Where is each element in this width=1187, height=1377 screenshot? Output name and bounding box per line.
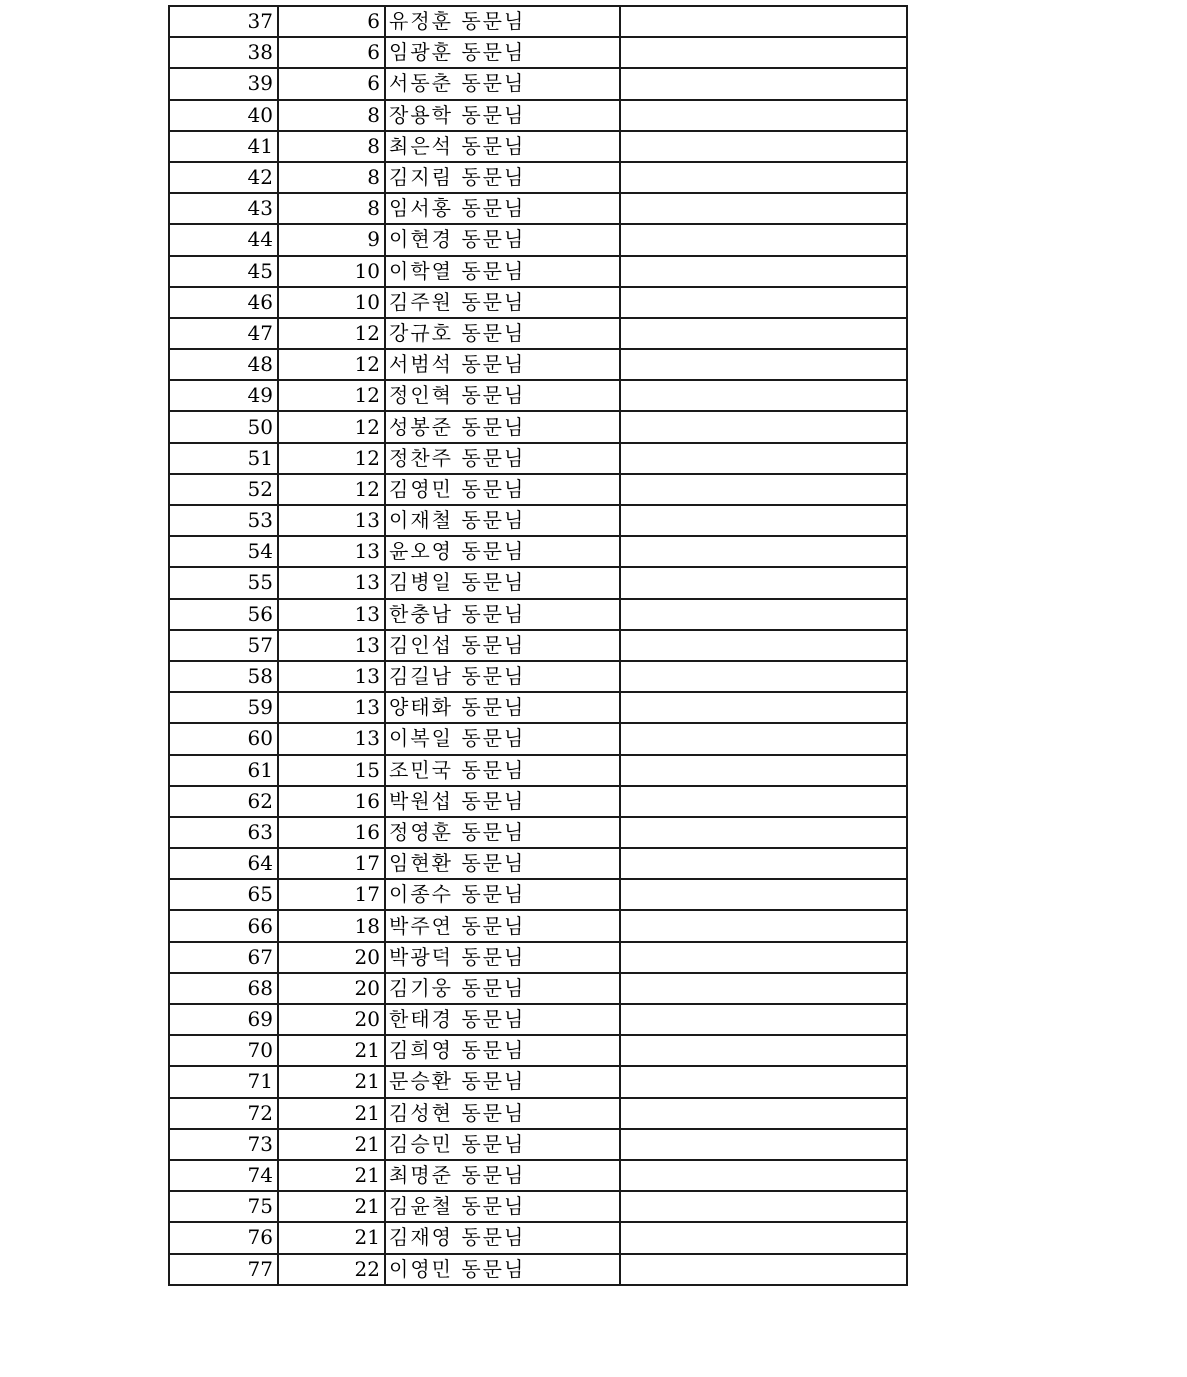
table-row xyxy=(169,287,907,318)
memo-cell[interactable] xyxy=(620,536,907,567)
row-number-cell[interactable]: 50 xyxy=(169,411,278,442)
name-cell[interactable]: 김인섭 동문님 xyxy=(385,630,620,661)
class-number-cell[interactable]: 20 xyxy=(278,942,385,973)
memo-cell[interactable] xyxy=(620,1004,907,1035)
class-number-cell[interactable]: 13 xyxy=(278,723,385,754)
table-row xyxy=(169,786,907,817)
row-number-cell[interactable]: 52 xyxy=(169,474,278,505)
table-row xyxy=(169,599,907,630)
name-cell[interactable]: 윤오영 동문님 xyxy=(385,536,620,567)
class-number-cell[interactable]: 13 xyxy=(278,661,385,692)
name-cell[interactable]: 양태화 동문님 xyxy=(385,692,620,723)
class-number-cell[interactable]: 13 xyxy=(278,692,385,723)
name-cell[interactable]: 이복일 동문님 xyxy=(385,723,620,754)
memo-cell[interactable] xyxy=(620,349,907,380)
memo-cell[interactable] xyxy=(620,6,907,37)
row-number-cell[interactable]: 49 xyxy=(169,380,278,411)
name-cell[interactable]: 김재영 동문님 xyxy=(385,1222,620,1253)
table-row xyxy=(169,224,907,255)
class-number-cell[interactable]: 8 xyxy=(278,162,385,193)
row-number-cell[interactable]: 42 xyxy=(169,162,278,193)
class-number-cell[interactable]: 16 xyxy=(278,817,385,848)
table-body xyxy=(169,6,907,1285)
memo-cell[interactable] xyxy=(620,910,907,941)
table-row xyxy=(169,100,907,131)
row-number-cell[interactable]: 46 xyxy=(169,287,278,318)
row-number-cell[interactable]: 44 xyxy=(169,224,278,255)
class-number-cell[interactable]: 20 xyxy=(278,973,385,1004)
class-number-cell[interactable]: 21 xyxy=(278,1191,385,1222)
table-row xyxy=(169,1191,907,1222)
class-number-cell[interactable]: 13 xyxy=(278,536,385,567)
table-row xyxy=(169,692,907,723)
memo-cell[interactable] xyxy=(620,474,907,505)
row-number-cell[interactable]: 56 xyxy=(169,599,278,630)
row-number-cell[interactable]: 58 xyxy=(169,661,278,692)
memo-cell[interactable] xyxy=(620,193,907,224)
table-row xyxy=(169,1254,907,1285)
name-cell[interactable]: 장용학 동문님 xyxy=(385,100,620,131)
memo-cell[interactable] xyxy=(620,411,907,442)
class-number-cell[interactable]: 17 xyxy=(278,879,385,910)
class-number-cell[interactable]: 12 xyxy=(278,318,385,349)
table-row xyxy=(169,1066,907,1097)
table-row xyxy=(169,879,907,910)
table-row xyxy=(169,131,907,162)
table-row xyxy=(169,349,907,380)
class-number-cell[interactable]: 21 xyxy=(278,1160,385,1191)
name-cell[interactable]: 서동춘 동문님 xyxy=(385,68,620,99)
memo-cell[interactable] xyxy=(620,723,907,754)
row-number-cell[interactable]: 38 xyxy=(169,37,278,68)
row-number-cell[interactable]: 70 xyxy=(169,1035,278,1066)
table-row xyxy=(169,162,907,193)
row-number-cell[interactable]: 77 xyxy=(169,1254,278,1285)
row-number-cell[interactable]: 74 xyxy=(169,1160,278,1191)
name-cell[interactable]: 성봉준 동문님 xyxy=(385,411,620,442)
name-cell[interactable]: 이현경 동문님 xyxy=(385,224,620,255)
memo-cell[interactable] xyxy=(620,661,907,692)
table-row xyxy=(169,411,907,442)
table-row xyxy=(169,1129,907,1160)
memo-cell[interactable] xyxy=(620,1066,907,1097)
memo-cell[interactable] xyxy=(620,1160,907,1191)
name-cell[interactable]: 정영훈 동문님 xyxy=(385,817,620,848)
table-row xyxy=(169,37,907,68)
name-cell[interactable]: 김병일 동문님 xyxy=(385,567,620,598)
row-number-cell[interactable]: 51 xyxy=(169,443,278,474)
row-number-cell[interactable]: 39 xyxy=(169,68,278,99)
row-number-cell[interactable]: 68 xyxy=(169,973,278,1004)
memo-cell[interactable] xyxy=(620,755,907,786)
class-number-cell[interactable]: 6 xyxy=(278,68,385,99)
class-number-cell[interactable]: 12 xyxy=(278,380,385,411)
class-number-cell[interactable]: 15 xyxy=(278,755,385,786)
table-row xyxy=(169,1098,907,1129)
table-row xyxy=(169,380,907,411)
alumni-table xyxy=(168,5,908,1286)
name-cell[interactable]: 김성현 동문님 xyxy=(385,1098,620,1129)
memo-cell[interactable] xyxy=(620,599,907,630)
memo-cell[interactable] xyxy=(620,786,907,817)
table-row xyxy=(169,1222,907,1253)
name-cell[interactable]: 김영민 동문님 xyxy=(385,474,620,505)
name-cell[interactable]: 이종수 동문님 xyxy=(385,879,620,910)
name-cell[interactable]: 유정훈 동문님 xyxy=(385,6,620,37)
class-number-cell[interactable]: 21 xyxy=(278,1129,385,1160)
memo-cell[interactable] xyxy=(620,1222,907,1253)
row-number-cell[interactable]: 60 xyxy=(169,723,278,754)
class-number-cell[interactable]: 12 xyxy=(278,411,385,442)
table-row xyxy=(169,910,907,941)
memo-cell[interactable] xyxy=(620,287,907,318)
table-row xyxy=(169,661,907,692)
name-cell[interactable]: 문승환 동문님 xyxy=(385,1066,620,1097)
name-cell[interactable]: 이학열 동문님 xyxy=(385,256,620,287)
class-number-cell[interactable]: 10 xyxy=(278,287,385,318)
name-cell[interactable]: 강규호 동문님 xyxy=(385,318,620,349)
table-row xyxy=(169,474,907,505)
table-row xyxy=(169,256,907,287)
name-cell[interactable]: 김승민 동문님 xyxy=(385,1129,620,1160)
row-number-cell[interactable]: 48 xyxy=(169,349,278,380)
row-number-cell[interactable]: 45 xyxy=(169,256,278,287)
table-row xyxy=(169,443,907,474)
class-number-cell[interactable]: 16 xyxy=(278,786,385,817)
class-number-cell[interactable]: 21 xyxy=(278,1098,385,1129)
table-row xyxy=(169,567,907,598)
row-number-cell[interactable]: 57 xyxy=(169,630,278,661)
name-cell[interactable]: 조민국 동문님 xyxy=(385,755,620,786)
memo-cell[interactable] xyxy=(620,630,907,661)
table-row xyxy=(169,1160,907,1191)
memo-cell[interactable] xyxy=(620,879,907,910)
name-cell[interactable]: 임현환 동문님 xyxy=(385,848,620,879)
table-row xyxy=(169,848,907,879)
name-cell[interactable]: 정찬주 동문님 xyxy=(385,443,620,474)
table-row xyxy=(169,318,907,349)
class-number-cell[interactable]: 12 xyxy=(278,474,385,505)
name-cell[interactable]: 임광훈 동문님 xyxy=(385,37,620,68)
row-number-cell[interactable]: 40 xyxy=(169,100,278,131)
class-number-cell[interactable]: 6 xyxy=(278,6,385,37)
name-cell[interactable]: 최명준 동문님 xyxy=(385,1160,620,1191)
name-cell[interactable]: 김윤철 동문님 xyxy=(385,1191,620,1222)
table-row xyxy=(169,723,907,754)
class-number-cell[interactable]: 22 xyxy=(278,1254,385,1285)
table-row xyxy=(169,973,907,1004)
class-number-cell[interactable]: 6 xyxy=(278,37,385,68)
row-number-cell[interactable]: 59 xyxy=(169,692,278,723)
row-number-cell[interactable]: 71 xyxy=(169,1066,278,1097)
name-cell[interactable]: 김주원 동문님 xyxy=(385,287,620,318)
row-number-cell[interactable]: 54 xyxy=(169,536,278,567)
memo-cell[interactable] xyxy=(620,162,907,193)
row-number-cell[interactable]: 66 xyxy=(169,910,278,941)
memo-cell[interactable] xyxy=(620,973,907,1004)
table-row xyxy=(169,942,907,973)
name-cell[interactable]: 김지림 동문님 xyxy=(385,162,620,193)
name-cell[interactable]: 김길남 동문님 xyxy=(385,661,620,692)
class-number-cell[interactable]: 8 xyxy=(278,100,385,131)
name-cell[interactable]: 정인혁 동문님 xyxy=(385,380,620,411)
table-row xyxy=(169,817,907,848)
row-number-cell[interactable]: 75 xyxy=(169,1191,278,1222)
memo-cell[interactable] xyxy=(620,68,907,99)
row-number-cell[interactable]: 61 xyxy=(169,755,278,786)
table-row xyxy=(169,630,907,661)
row-number-cell[interactable]: 72 xyxy=(169,1098,278,1129)
class-number-cell[interactable]: 10 xyxy=(278,256,385,287)
row-number-cell[interactable]: 55 xyxy=(169,567,278,598)
memo-cell[interactable] xyxy=(620,318,907,349)
class-number-cell[interactable]: 18 xyxy=(278,910,385,941)
class-number-cell[interactable]: 9 xyxy=(278,224,385,255)
row-number-cell[interactable]: 73 xyxy=(169,1129,278,1160)
spreadsheet xyxy=(168,5,906,1286)
name-cell[interactable]: 김기웅 동문님 xyxy=(385,973,620,1004)
memo-cell[interactable] xyxy=(620,443,907,474)
row-number-cell[interactable]: 43 xyxy=(169,193,278,224)
name-cell[interactable]: 한태경 동문님 xyxy=(385,1004,620,1035)
class-number-cell[interactable]: 21 xyxy=(278,1066,385,1097)
class-number-cell[interactable]: 17 xyxy=(278,848,385,879)
memo-cell[interactable] xyxy=(620,100,907,131)
class-number-cell[interactable]: 21 xyxy=(278,1035,385,1066)
table-row xyxy=(169,1004,907,1035)
memo-cell[interactable] xyxy=(620,848,907,879)
row-number-cell[interactable]: 63 xyxy=(169,817,278,848)
class-number-cell[interactable]: 8 xyxy=(278,193,385,224)
table-row xyxy=(169,505,907,536)
row-number-cell[interactable]: 47 xyxy=(169,318,278,349)
class-number-cell[interactable]: 13 xyxy=(278,630,385,661)
memo-cell[interactable] xyxy=(620,1098,907,1129)
name-cell[interactable]: 김희영 동문님 xyxy=(385,1035,620,1066)
memo-cell[interactable] xyxy=(620,37,907,68)
row-number-cell[interactable]: 67 xyxy=(169,942,278,973)
class-number-cell[interactable]: 13 xyxy=(278,567,385,598)
memo-cell[interactable] xyxy=(620,567,907,598)
memo-cell[interactable] xyxy=(620,1191,907,1222)
memo-cell[interactable] xyxy=(620,817,907,848)
class-number-cell[interactable]: 13 xyxy=(278,505,385,536)
table-row xyxy=(169,193,907,224)
name-cell[interactable]: 박주연 동문님 xyxy=(385,910,620,941)
row-number-cell[interactable]: 64 xyxy=(169,848,278,879)
name-cell[interactable]: 최은석 동문님 xyxy=(385,131,620,162)
row-number-cell[interactable]: 69 xyxy=(169,1004,278,1035)
name-cell[interactable]: 박광덕 동문님 xyxy=(385,942,620,973)
row-number-cell[interactable]: 41 xyxy=(169,131,278,162)
memo-cell[interactable] xyxy=(620,505,907,536)
table-row xyxy=(169,6,907,37)
memo-cell[interactable] xyxy=(620,256,907,287)
name-cell[interactable]: 한충남 동문님 xyxy=(385,599,620,630)
memo-cell[interactable] xyxy=(620,1035,907,1066)
name-cell[interactable]: 이영민 동문님 xyxy=(385,1254,620,1285)
row-number-cell[interactable]: 62 xyxy=(169,786,278,817)
row-number-cell[interactable]: 65 xyxy=(169,879,278,910)
table-row xyxy=(169,68,907,99)
memo-cell[interactable] xyxy=(620,131,907,162)
table-row xyxy=(169,755,907,786)
memo-cell[interactable] xyxy=(620,1254,907,1285)
class-number-cell[interactable]: 21 xyxy=(278,1222,385,1253)
table-row xyxy=(169,536,907,567)
memo-cell[interactable] xyxy=(620,942,907,973)
class-number-cell[interactable]: 12 xyxy=(278,443,385,474)
name-cell[interactable]: 서범석 동문님 xyxy=(385,349,620,380)
row-number-cell[interactable]: 76 xyxy=(169,1222,278,1253)
table-row xyxy=(169,1035,907,1066)
memo-cell[interactable] xyxy=(620,224,907,255)
class-number-cell[interactable]: 8 xyxy=(278,131,385,162)
class-number-cell[interactable]: 12 xyxy=(278,349,385,380)
row-number-cell[interactable]: 53 xyxy=(169,505,278,536)
row-number-cell[interactable]: 37 xyxy=(169,6,278,37)
name-cell[interactable]: 이재철 동문님 xyxy=(385,505,620,536)
class-number-cell[interactable]: 13 xyxy=(278,599,385,630)
name-cell[interactable]: 박원섭 동문님 xyxy=(385,786,620,817)
class-number-cell[interactable]: 20 xyxy=(278,1004,385,1035)
memo-cell[interactable] xyxy=(620,380,907,411)
memo-cell[interactable] xyxy=(620,1129,907,1160)
memo-cell[interactable] xyxy=(620,692,907,723)
name-cell[interactable]: 임서홍 동문님 xyxy=(385,193,620,224)
